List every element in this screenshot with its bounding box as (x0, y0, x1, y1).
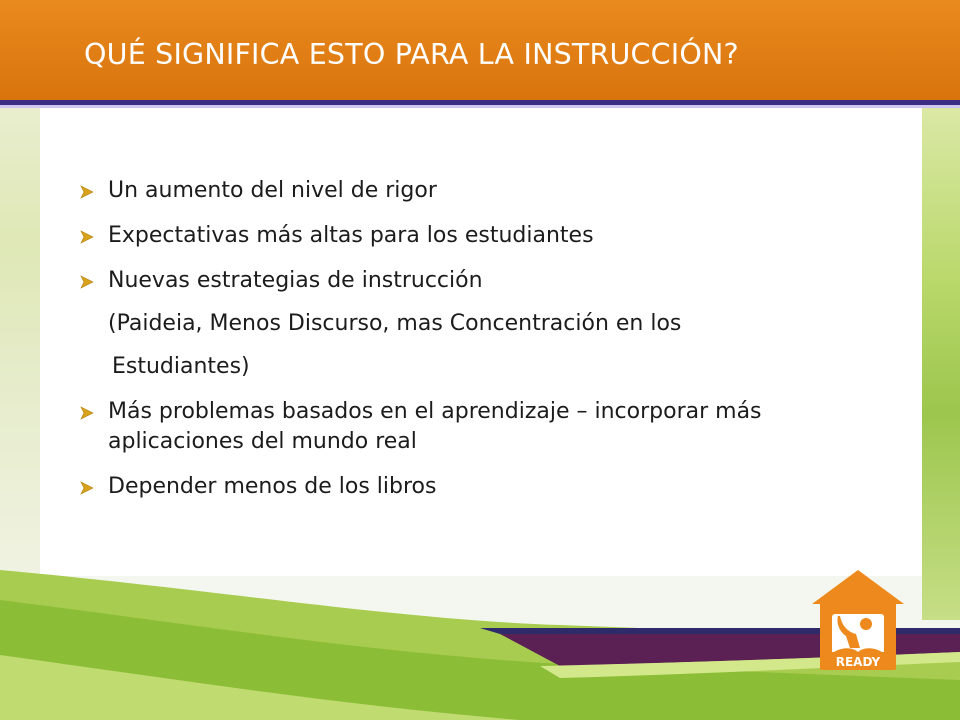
bullet-text: Nuevas estrategias de instrucción (108, 268, 483, 293)
arrow-bullet-icon (80, 275, 94, 289)
right-decor-panel (922, 100, 960, 620)
left-decor-panel (0, 100, 40, 580)
title-bar (0, 0, 960, 100)
ready-house-logo (808, 568, 908, 674)
bullet-item (80, 266, 900, 296)
bullet-text: (Paideia, Menos Discurso, mas Concentración en los (108, 311, 682, 336)
bullet-continuation (80, 352, 900, 382)
arrow-bullet-icon (80, 481, 94, 495)
arrow-bullet-icon (80, 230, 94, 244)
arrow-bullet-icon (80, 406, 94, 420)
bullet-text: Más problemas basados en el aprendizaje – incorporar más aplicaciones del mundo real (108, 399, 762, 454)
bullet-text: Expectativas más altas para los estudiantes (108, 223, 594, 248)
bullet-item (80, 397, 900, 457)
bullet-text: Estudiantes) (112, 354, 250, 379)
arrow-bullet-icon (80, 185, 94, 199)
bullet-text: Depender menos de los libros (108, 474, 437, 499)
bullet-list (80, 176, 900, 517)
bullet-text: Un aumento del nivel de rigor (108, 178, 437, 203)
bullet-item (80, 472, 900, 502)
logo-label: READY (835, 655, 881, 669)
bullet-item (80, 221, 900, 251)
slide-title: QUÉ SIGNIFICA ESTO PARA LA INSTRUCCIÓN? (84, 38, 739, 71)
bullet-continuation (80, 309, 900, 339)
bullet-item (80, 176, 900, 206)
